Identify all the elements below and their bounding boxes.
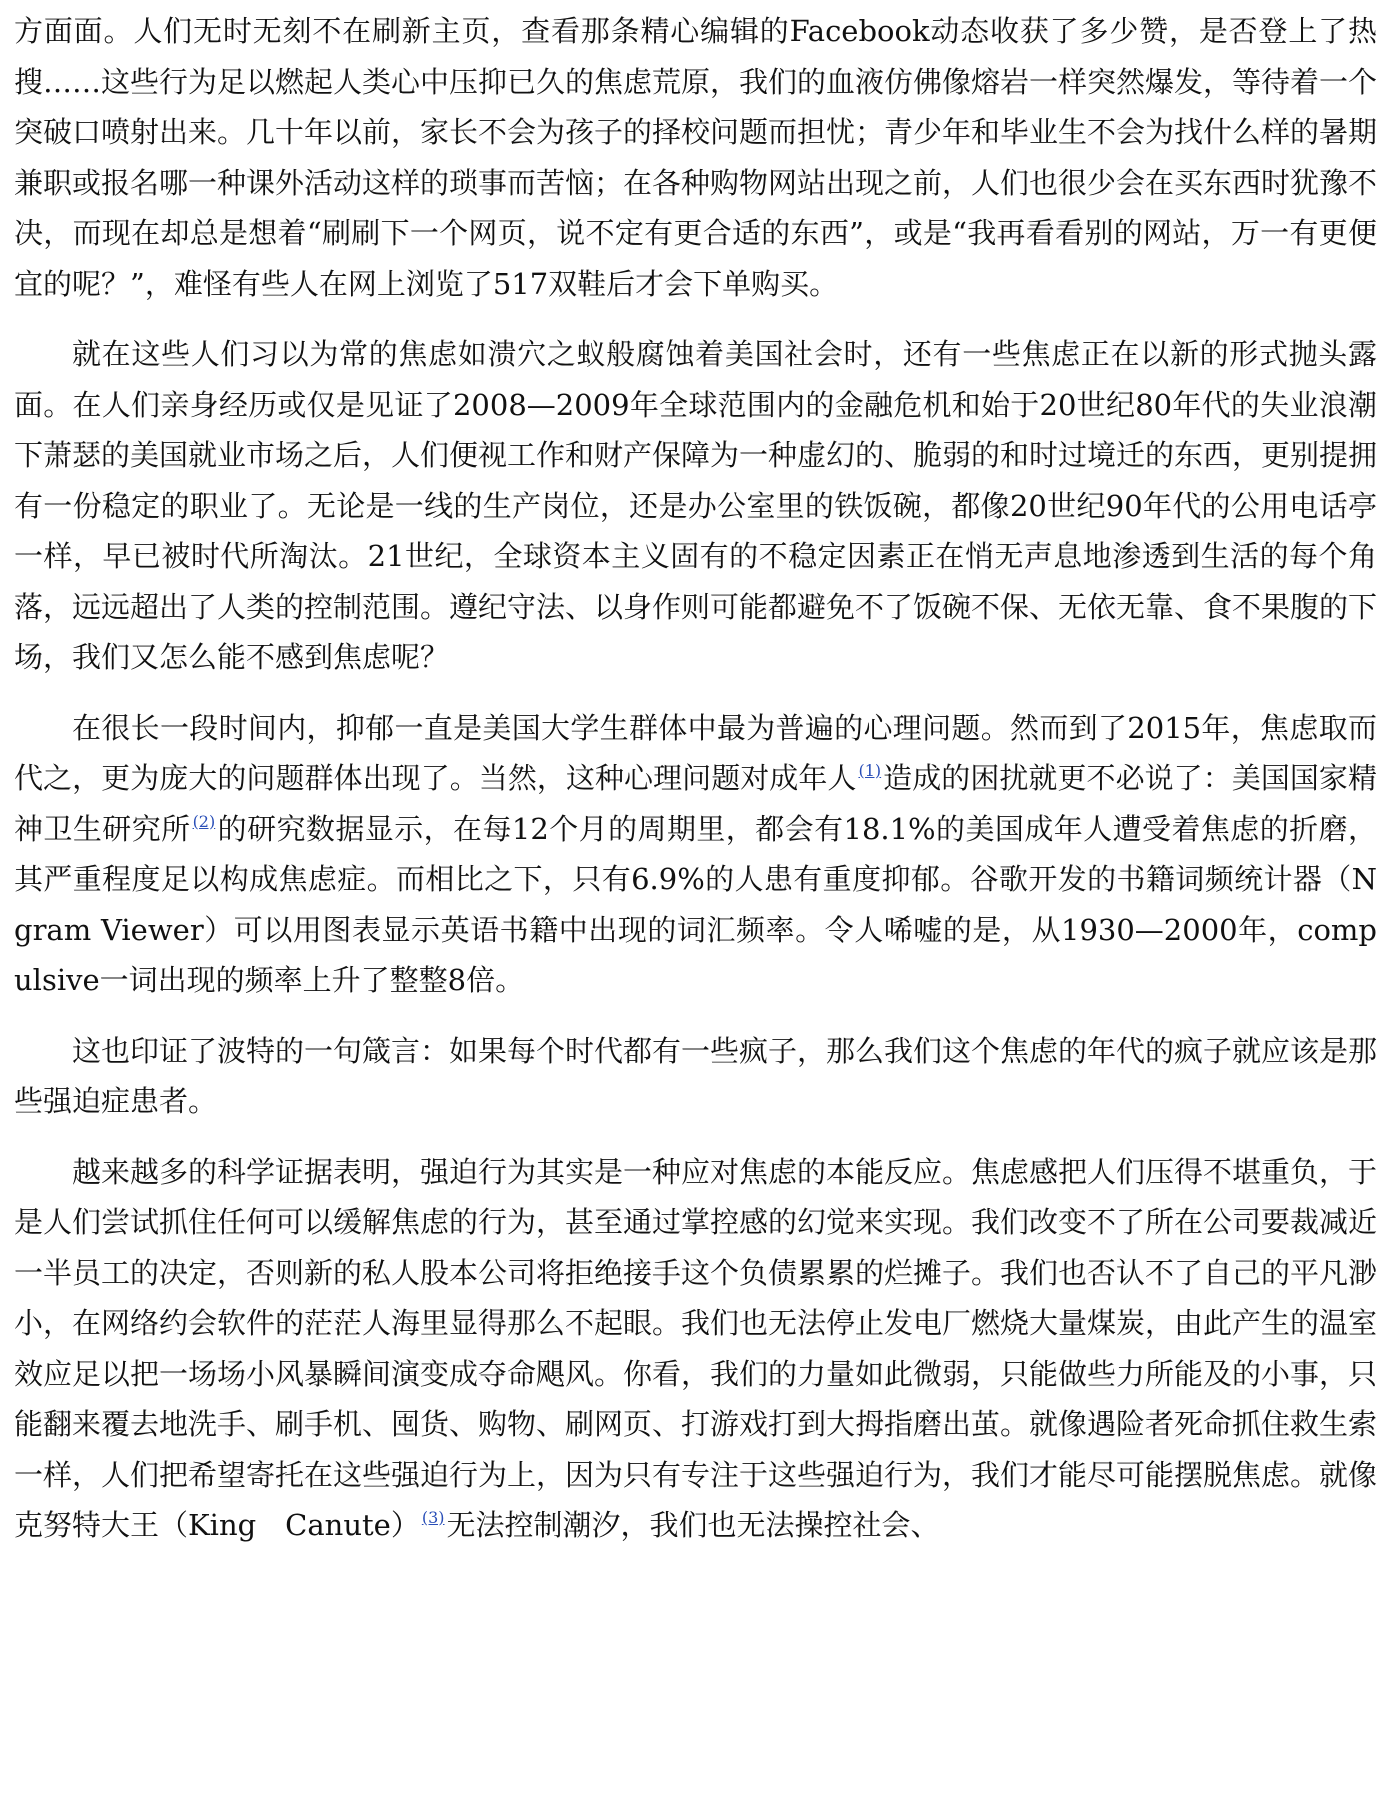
paragraph-2 — [14, 329, 1377, 683]
paragraph-1 — [14, 6, 1377, 309]
footnote-link-1[interactable]: (1) — [858, 761, 882, 780]
paragraph-text: 方面面。人们无时无刻不在刷新主页，查看那条精心编辑的Facebook动态收获了多少赞，是否登上了热搜……这些行为足以燃起人类心中压抑已久的焦虑荒原，我们的血液仿佛像熔岩一样突然爆发，等待着一个突破口喷射出来。几十年以前，家长不会为孩子的择校问题而担忧；青少年和毕业生不会为找什么样的暑期兼职或报名哪一种课外活动这样的琐事而苦恼；在各种购物网站出现之前，人们也很少会在买东西时犹豫不决，而现在却总是想着“刷刷下一个网页，说不定有更合适的东西”，或是“我再看看别的网站，万一有更便宜的呢？”，难怪有些人在网上浏览了517双鞋后才会下单购买。 — [14, 14, 1378, 301]
footnote-link-3[interactable]: (3) — [421, 1508, 445, 1527]
paragraph-text: 就在这些人们习以为常的焦虑如溃穴之蚁般腐蚀着美国社会时，还有一些焦虑正在以新的形式抛头露面。在人们亲身经历或仅是见证了2008—2009年全球范围内的金融危机和始于20世纪80年代的失业浪潮下萧瑟的美国就业市场之后，人们便视工作和财产保障为一种虚幻的、脆弱的和时过境迁的东西，更别提拥有一份稳定的职业了。无论是一线的生产岗位，还是办公室里的铁饭碗，都像20世纪90年代的公用电话亭一样，早已被时代所淘汰。21世纪，全球资本主义固有的不稳定因素正在悄无声息地渗透到生活的每个角落，远远超出了人类的控制范围。遵纪守法、以身作则可能都避免不了饭碗不保、无依无靠、食不果腹的下场，我们又怎么能不感到焦虑呢？ — [14, 337, 1378, 674]
paragraph-text: 在很长一段时间内，抑郁一直是美国大学生群体中最为普遍的心理问题。然而到了2015年，焦虑取而代之，更为庞大的问题群体出现了。当然，这种心理问题对成年人 — [14, 710, 1377, 795]
paragraph-5 — [14, 1147, 1377, 1551]
paragraph-3 — [14, 703, 1377, 1006]
paragraph-text: 无法控制潮汐，我们也无法操控社会、 — [446, 1508, 940, 1542]
paragraph-4 — [14, 1026, 1377, 1127]
footnote-link-2[interactable]: (2) — [192, 811, 216, 831]
paragraph-text: 越来越多的科学证据表明，强迫行为其实是一种应对焦虑的本能反应。焦虑感把人们压得不堪重负，于是人们尝试抓住任何可以缓解焦虑的行为，甚至通过掌控感的幻觉来实现。我们改变不了所在公司要裁减近一半员工的决定，否则新的私人股本公司将拒绝接手这个负债累累的烂摊子。我们也否认不了自己的平凡渺小，在网络约会软件的茫茫人海里显得那么不起眼。我们也无法停止发电厂燃烧大量煤炭，由此产生的温室效应足以把一场场小风暴瞬间演变成夺命飓风。你看，我们的力量如此微弱，只能做些力所能及的小事，只能翻来覆去地洗手、刷手机、囤货、购物、刷网页、打游戏打到大拇指磨出茧。就像遇险者死命抓住救生索一样，人们把希望寄托在这些强迫行为上，因为只有专注于这些强迫行为，我们才能尽可能摆脱焦虑。就像克努特大王（King Canute） — [14, 1154, 1378, 1542]
paragraph-text: 造成的困扰就更不必说了：美国国家精神卫生研究所 — [14, 761, 1377, 846]
paragraph-text: 这也印证了波特的一句箴言：如果每个时代都有一些疯子，那么我们这个焦虑的年代的疯子就应该是那些强迫症患者。 — [14, 1033, 1378, 1118]
paragraph-text: 的研究数据显示，在每12个月的周期里，都会有18.1%的美国成年人遭受着焦虑的折磨，其严重程度足以构成焦虑症。而相比之下，只有6.9%的人患有重度抑郁。谷歌开发的书籍词频统计器（Ngram Viewer）可以用图表显示英语书籍中出现的词汇频率。令人唏嘘的是，从1930—2000年，compulsive一词出现的频率上升了整整8倍。 — [14, 811, 1377, 997]
